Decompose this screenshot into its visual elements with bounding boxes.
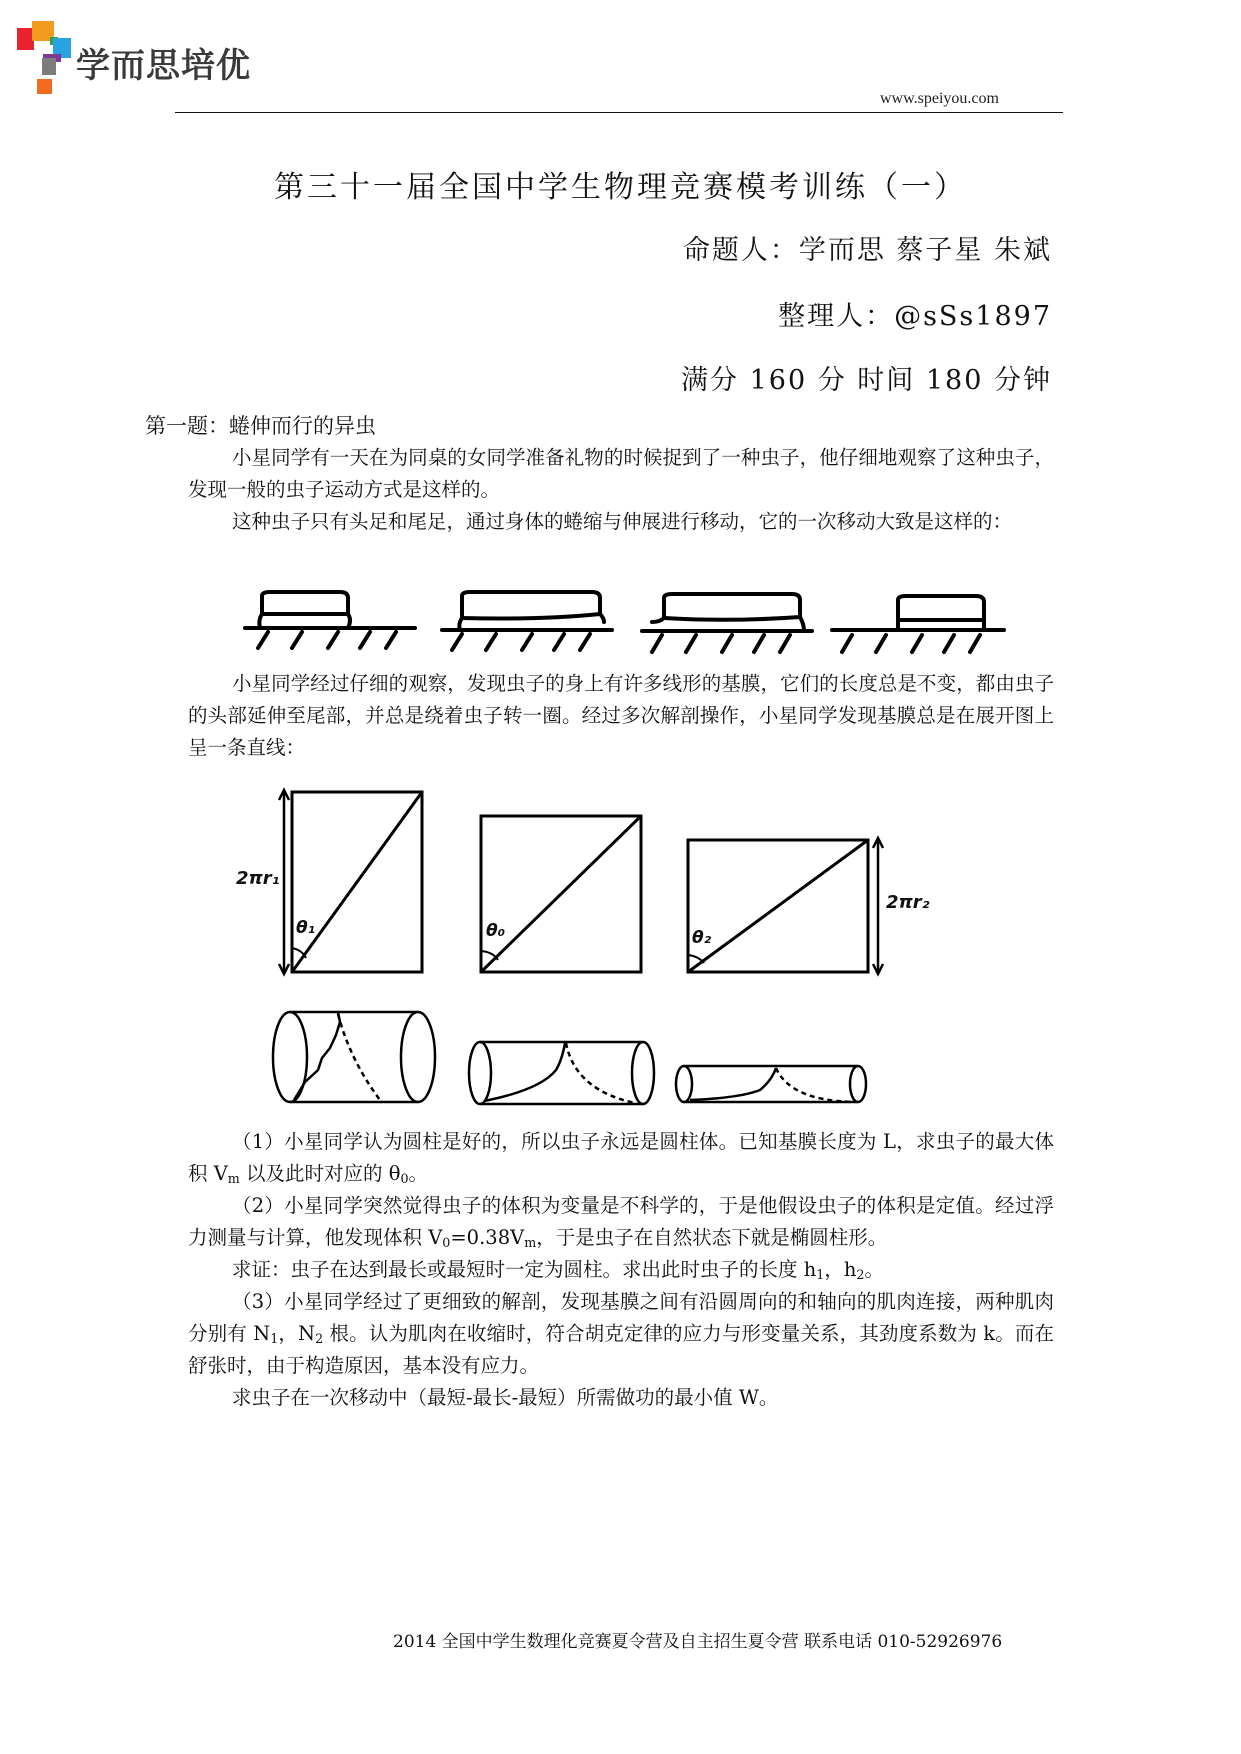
brand-name: 学而思培优 (76, 46, 251, 86)
q2-prove-text-b: ，h (824, 1258, 857, 1281)
score-time-line: 满分 160 分 时间 180 分钟 (681, 365, 1052, 396)
q1-text-c: 。 (408, 1162, 429, 1185)
q1-text-a: （1）小星同学认为圆柱是好的，所以虫子永远是圆柱体。已知基膜长度为 L，求虫子的最大体积 V (188, 1130, 1054, 1185)
label-theta2: θ₂ (692, 928, 712, 948)
question-2 (188, 1190, 1054, 1254)
q2-prove-subscript-2: 2 (856, 1267, 865, 1282)
intro-paragraph-3: 小星同学经过仔细的观察，发现虫子的身上有许多线形的基膜，它们的长度总是不变，都由虫子的头部延伸至尾部，并总是绕着虫子转一圈。经过多次解剖操作，小星同学发现基膜总是在展开图上呈一条直线： (188, 672, 1054, 759)
question-1 (188, 1126, 1054, 1190)
label-theta1: θ₁ (296, 918, 316, 938)
authors-line: 命题人：学而思 蔡子星 朱斌 (682, 235, 1052, 266)
q3-subscript-2: 2 (315, 1331, 324, 1346)
document-title: 第三十一届全国中学生物理竞赛模考训练（一） (274, 170, 967, 205)
q2-text-a: （2）小星同学突然觉得虫子的体积为变量是不科学的，于是他假设虫子的体积是定值。经过浮力测量与计算，他发现体积 V (188, 1194, 1054, 1249)
question-3-ask: 求虫子在一次移动中（最短-最长-最短）所需做功的最小值 W。 (232, 1386, 779, 1409)
footer-contact: 2014 全国中学生数理化竞赛夏令营及自主招生夏令营 联系电话 010-52926976 (393, 1632, 1003, 1652)
editor-line: 整理人：@sSs1897 (778, 301, 1052, 332)
q2-subscript-0: 0 (442, 1235, 451, 1250)
q3-text-a: （3）小星同学经过了更细致的解剖，发现基膜之间有沿圆周向的和轴向的肌肉连接，两种肌肉分别有 N (188, 1290, 1054, 1345)
label-theta0: θ₀ (486, 921, 506, 941)
q2-prove-text-a: 求证：虫子在达到最长或最短时一定为圆柱。求出此时虫子的长度 h (232, 1258, 817, 1281)
q2-prove-subscript-1: 1 (816, 1267, 825, 1282)
label-2pi-r1: 2πr₁ (236, 868, 280, 889)
q1-subscript-m: m (227, 1171, 240, 1186)
q2-text-c: ，于是虫子在自然状态下就是椭圆柱形。 (536, 1226, 888, 1249)
q1-text-b: 以及此时对应的 θ (239, 1162, 401, 1185)
q2-text-b: =0.38V (450, 1226, 525, 1249)
intro-paragraph-2: 这种虫子只有头足和尾足，通过身体的蜷缩与伸展进行移动，它的一次移动大致是这样的： (232, 510, 1013, 533)
q3-text-c: 根。认为肌肉在收缩时，符合胡克定律的应力与形变量关系，其劲度系数为 k。而在舒张时，由于构造原因，基本没有应力。 (188, 1322, 1054, 1377)
question-2-prove (188, 1254, 1054, 1286)
q2-prove-text-c: 。 (864, 1258, 884, 1281)
problem-heading: 第一题：蜷伸而行的异虫 (145, 414, 376, 438)
q3-subscript-1: 1 (270, 1331, 279, 1346)
site-url-link[interactable]: www.speiyou.com (880, 90, 999, 107)
q2-subscript-m: m (524, 1235, 537, 1250)
intro-paragraph-1: 小星同学有一天在为同桌的女同学准备礼物的时候捉到了一种虫子，他仔细地观察了这种虫子，发现一般的虫子运动方式是这样的。 (188, 446, 1054, 501)
question-3 (188, 1286, 1054, 1382)
q3-text-b: ，N (278, 1322, 316, 1345)
label-2pi-r2: 2πr₂ (886, 892, 930, 913)
q1-subscript-0: 0 (400, 1171, 409, 1186)
